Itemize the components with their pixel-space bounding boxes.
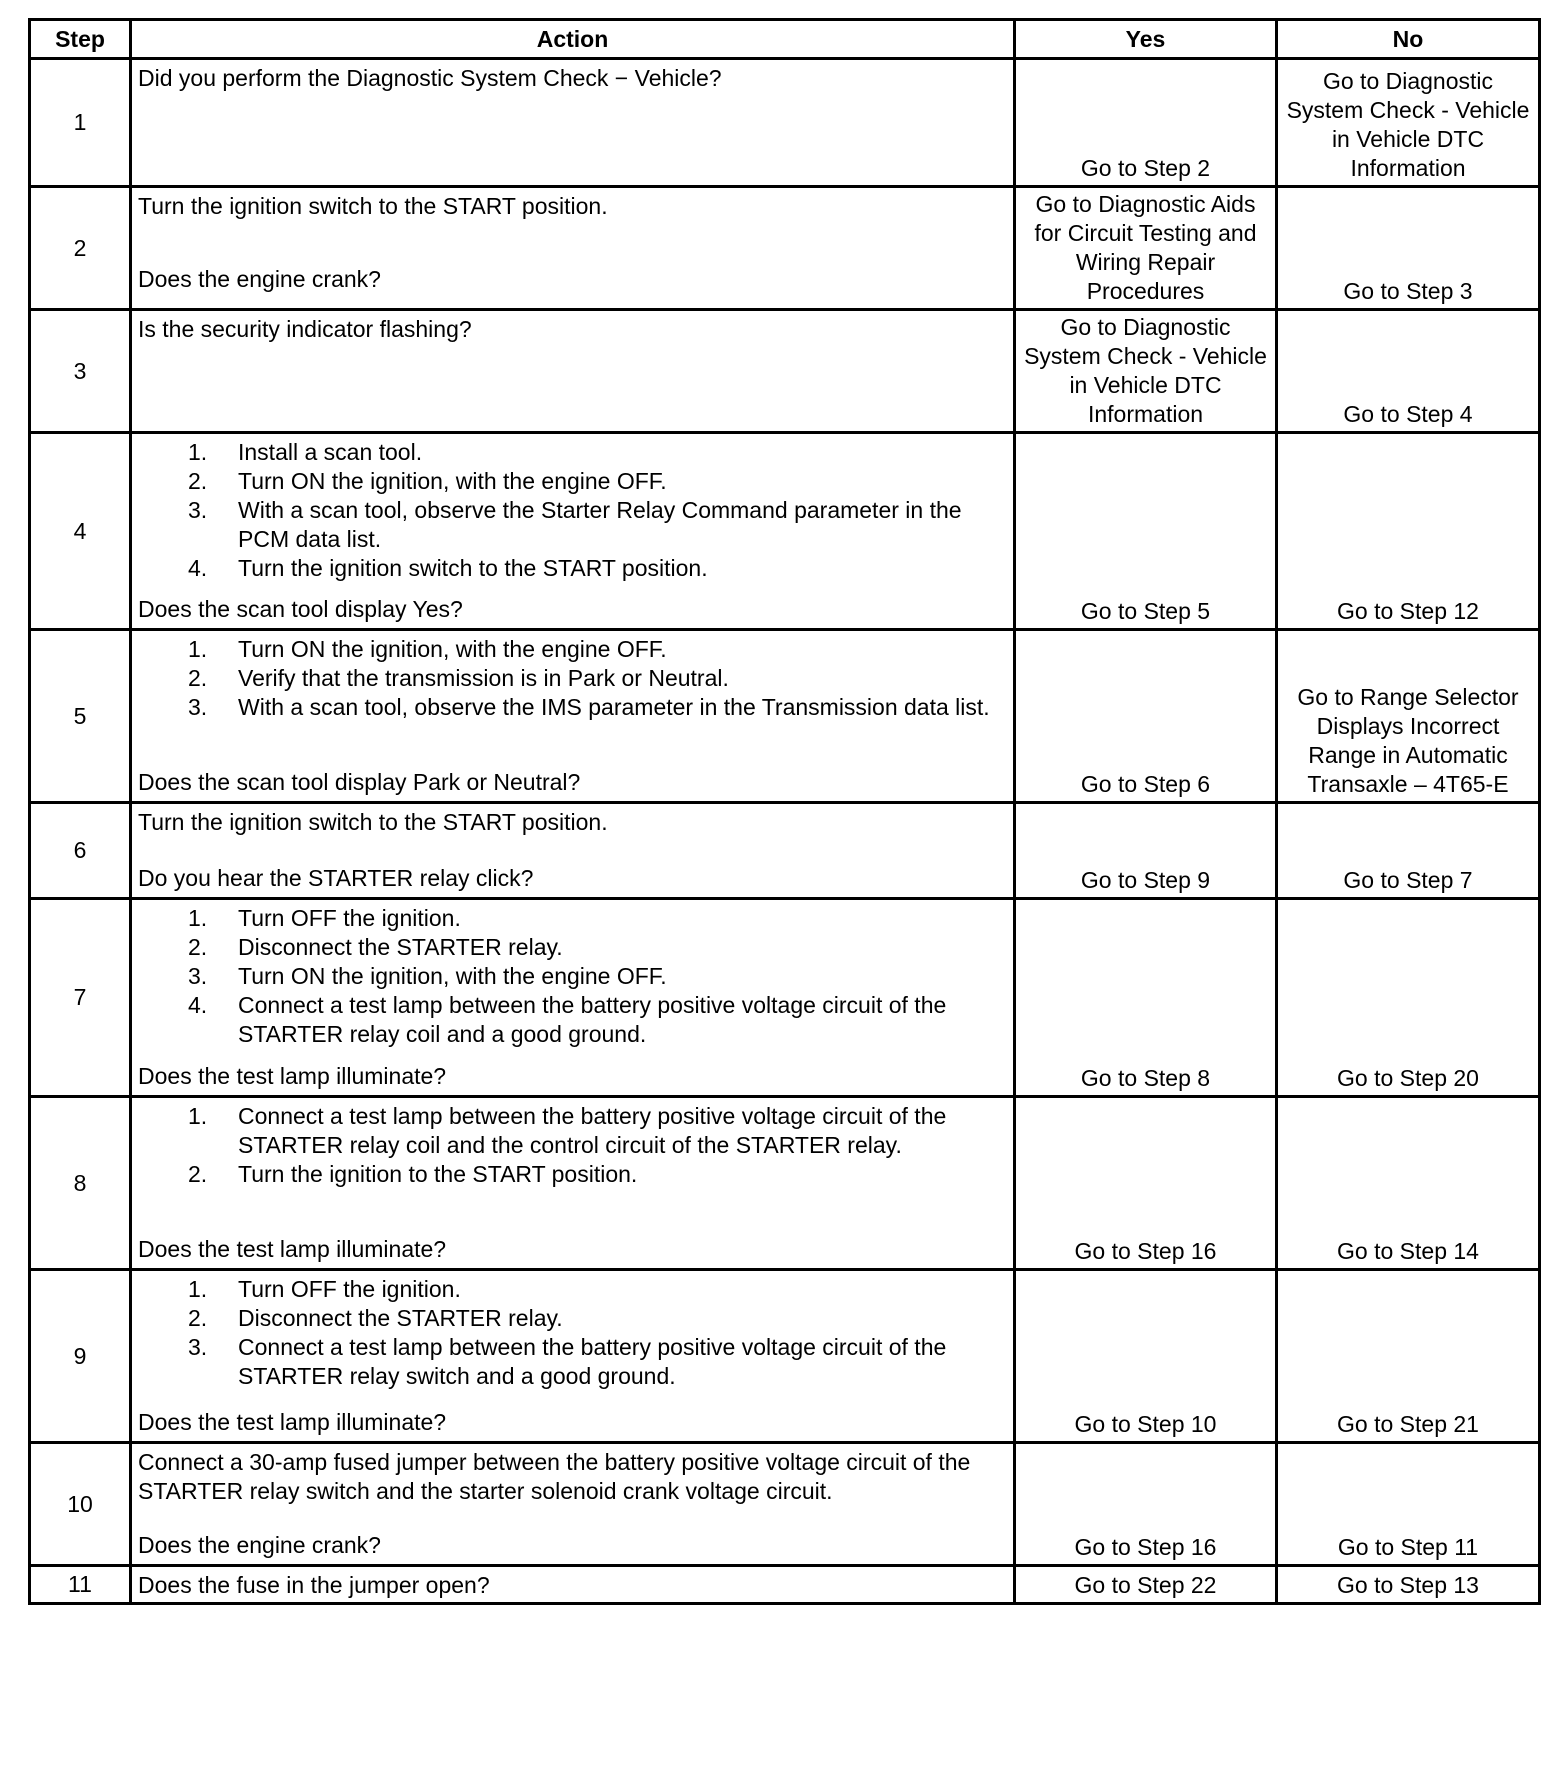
list-item-number: 2. (188, 1161, 208, 1187)
table-row (30, 1097, 1540, 1270)
step-number: 2 (30, 187, 131, 310)
step-number: 10 (30, 1443, 131, 1566)
action-question: Do you hear the STARTER relay click? (138, 865, 534, 891)
list-item (138, 554, 1005, 583)
action-cell (131, 187, 1015, 310)
step-number: 4 (30, 433, 131, 630)
list-item (138, 496, 1005, 554)
step-number: 6 (30, 803, 131, 899)
action-cell (131, 1566, 1015, 1604)
list-item-text: Connect a test lamp between the battery positive voltage circuit of the STARTER relay coil and the control circuit of the STARTER relay. (238, 1103, 947, 1158)
step-number: 11 (30, 1566, 131, 1604)
diagnostic-table (28, 18, 1541, 1605)
action-step-list (138, 438, 1005, 583)
list-item (138, 1304, 1005, 1333)
no-result: Go to Step 11 (1277, 1443, 1540, 1566)
list-item (138, 1160, 1005, 1189)
step-number: 9 (30, 1270, 131, 1443)
table-row (30, 187, 1540, 310)
list-item (138, 467, 1005, 496)
list-item-number: 4. (188, 992, 208, 1018)
step-number: 5 (30, 630, 131, 803)
action-question: Does the engine crank? (138, 266, 381, 292)
table-row (30, 803, 1540, 899)
list-item-number: 3. (188, 1334, 208, 1360)
no-result: Go to Step 13 (1277, 1566, 1540, 1604)
table-body (30, 59, 1540, 1604)
action-cell (131, 1270, 1015, 1443)
action-question: Does the test lamp illuminate? (138, 1236, 447, 1262)
table-row (30, 1443, 1540, 1566)
action-text: Does the fuse in the jumper open? (138, 1572, 490, 1598)
action-text: Connect a 30-amp fused jumper between the battery positive voltage circuit of the STARTER relay switch and the starter solenoid crank voltage circuit. (138, 1449, 971, 1504)
yes-result: Go to Step 16 (1015, 1443, 1277, 1566)
table-row (30, 433, 1540, 630)
yes-result: Go to Step 16 (1015, 1097, 1277, 1270)
list-item-number: 2. (188, 934, 208, 960)
list-item-text: With a scan tool, observe the IMS parameter in the Transmission data list. (238, 694, 990, 720)
list-item-number: 3. (188, 497, 208, 523)
header-row (30, 20, 1540, 59)
header-action: Action (131, 20, 1015, 59)
list-item-text: Turn ON the ignition, with the engine OFF. (238, 636, 667, 662)
action-text: Turn the ignition switch to the START position. (138, 809, 608, 835)
list-item (138, 1102, 1005, 1160)
table-row (30, 899, 1540, 1097)
list-item-text: Turn the ignition to the START position. (238, 1161, 638, 1187)
action-question: Does the scan tool display Park or Neutral? (138, 769, 581, 795)
header-no: No (1277, 20, 1540, 59)
list-item-text: Turn OFF the ignition. (238, 1276, 461, 1302)
action-cell (131, 1097, 1015, 1270)
list-item-text: With a scan tool, observe the Starter Relay Command parameter in the PCM data list. (238, 497, 962, 552)
list-item-text: Disconnect the STARTER relay. (238, 934, 563, 960)
step-number: 7 (30, 899, 131, 1097)
step-number: 3 (30, 310, 131, 433)
action-text: Turn the ignition switch to the START position. (138, 193, 608, 219)
list-item (138, 438, 1005, 467)
no-result: Go to Step 20 (1277, 899, 1540, 1097)
yes-result: Go to Step 8 (1015, 899, 1277, 1097)
table-row (30, 630, 1540, 803)
list-item-number: 1. (188, 636, 208, 662)
list-item-number: 4. (188, 555, 208, 581)
yes-result: Go to Step 22 (1015, 1566, 1277, 1604)
action-question: Does the test lamp illuminate? (138, 1409, 447, 1435)
list-item (138, 904, 1005, 933)
list-item (138, 635, 1005, 664)
list-item-number: 2. (188, 1305, 208, 1331)
action-question: Does the scan tool display Yes? (138, 596, 463, 622)
action-cell (131, 59, 1015, 187)
list-item-text: Turn ON the ignition, with the engine OFF. (238, 963, 667, 989)
header-yes: Yes (1015, 20, 1277, 59)
step-number: 1 (30, 59, 131, 187)
no-result: Go to Step 4 (1277, 310, 1540, 433)
action-cell (131, 630, 1015, 803)
no-result: Go to Step 3 (1277, 187, 1540, 310)
yes-result: Go to Step 5 (1015, 433, 1277, 630)
list-item-text: Install a scan tool. (238, 439, 423, 465)
yes-result: Go to Diagnostic System Check - Vehicle in Vehicle DTC Information (1015, 310, 1277, 433)
table-row (30, 310, 1540, 433)
list-item-number: 1. (188, 905, 208, 931)
list-item-text: Turn ON the ignition, with the engine OFF. (238, 468, 667, 494)
action-question: Does the test lamp illuminate? (138, 1063, 447, 1089)
list-item-text: Verify that the transmission is in Park or Neutral. (238, 665, 729, 691)
table-row (30, 1270, 1540, 1443)
list-item (138, 693, 1005, 722)
yes-result: Go to Step 9 (1015, 803, 1277, 899)
list-item-text: Turn OFF the ignition. (238, 905, 461, 931)
no-result: Go to Step 21 (1277, 1270, 1540, 1443)
list-item (138, 962, 1005, 991)
list-item-number: 1. (188, 1103, 208, 1129)
action-step-list (138, 1275, 1005, 1391)
yes-result: Go to Diagnostic Aids for Circuit Testing and Wiring Repair Procedures (1015, 187, 1277, 310)
no-result: Go to Step 12 (1277, 433, 1540, 630)
no-result: Go to Step 7 (1277, 803, 1540, 899)
list-item (138, 933, 1005, 962)
action-step-list (138, 1102, 1005, 1189)
action-step-list (138, 904, 1005, 1049)
table-row (30, 1566, 1540, 1604)
table-row (30, 59, 1540, 187)
yes-result: Go to Step 2 (1015, 59, 1277, 187)
no-result: Go to Range Selector Displays Incorrect Range in Automatic Transaxle – 4T65-E (1277, 630, 1540, 803)
action-cell (131, 433, 1015, 630)
action-step-list (138, 635, 1005, 722)
list-item (138, 1333, 1005, 1391)
action-cell (131, 1443, 1015, 1566)
list-item-number: 1. (188, 1276, 208, 1302)
list-item-text: Connect a test lamp between the battery positive voltage circuit of the STARTER relay switch and a good ground. (238, 1334, 947, 1389)
list-item-text: Turn the ignition switch to the START position. (238, 555, 708, 581)
list-item-number: 3. (188, 963, 208, 989)
list-item (138, 991, 1005, 1049)
list-item-number: 3. (188, 694, 208, 720)
list-item (138, 664, 1005, 693)
action-text: Is the security indicator flashing? (138, 316, 472, 342)
action-cell (131, 310, 1015, 433)
list-item (138, 1275, 1005, 1304)
no-result: Go to Step 14 (1277, 1097, 1540, 1270)
action-cell (131, 899, 1015, 1097)
list-item-number: 1. (188, 439, 208, 465)
list-item-text: Connect a test lamp between the battery positive voltage circuit of the STARTER relay coil and a good ground. (238, 992, 947, 1047)
list-item-text: Disconnect the STARTER relay. (238, 1305, 563, 1331)
yes-result: Go to Step 10 (1015, 1270, 1277, 1443)
action-cell (131, 803, 1015, 899)
header-step: Step (30, 20, 131, 59)
list-item-number: 2. (188, 665, 208, 691)
no-result: Go to Diagnostic System Check - Vehicle in Vehicle DTC Information (1277, 59, 1540, 187)
yes-result: Go to Step 6 (1015, 630, 1277, 803)
step-number: 8 (30, 1097, 131, 1270)
action-question: Does the engine crank? (138, 1532, 381, 1558)
action-text: Did you perform the Diagnostic System Check − Vehicle? (138, 65, 722, 91)
list-item-number: 2. (188, 468, 208, 494)
